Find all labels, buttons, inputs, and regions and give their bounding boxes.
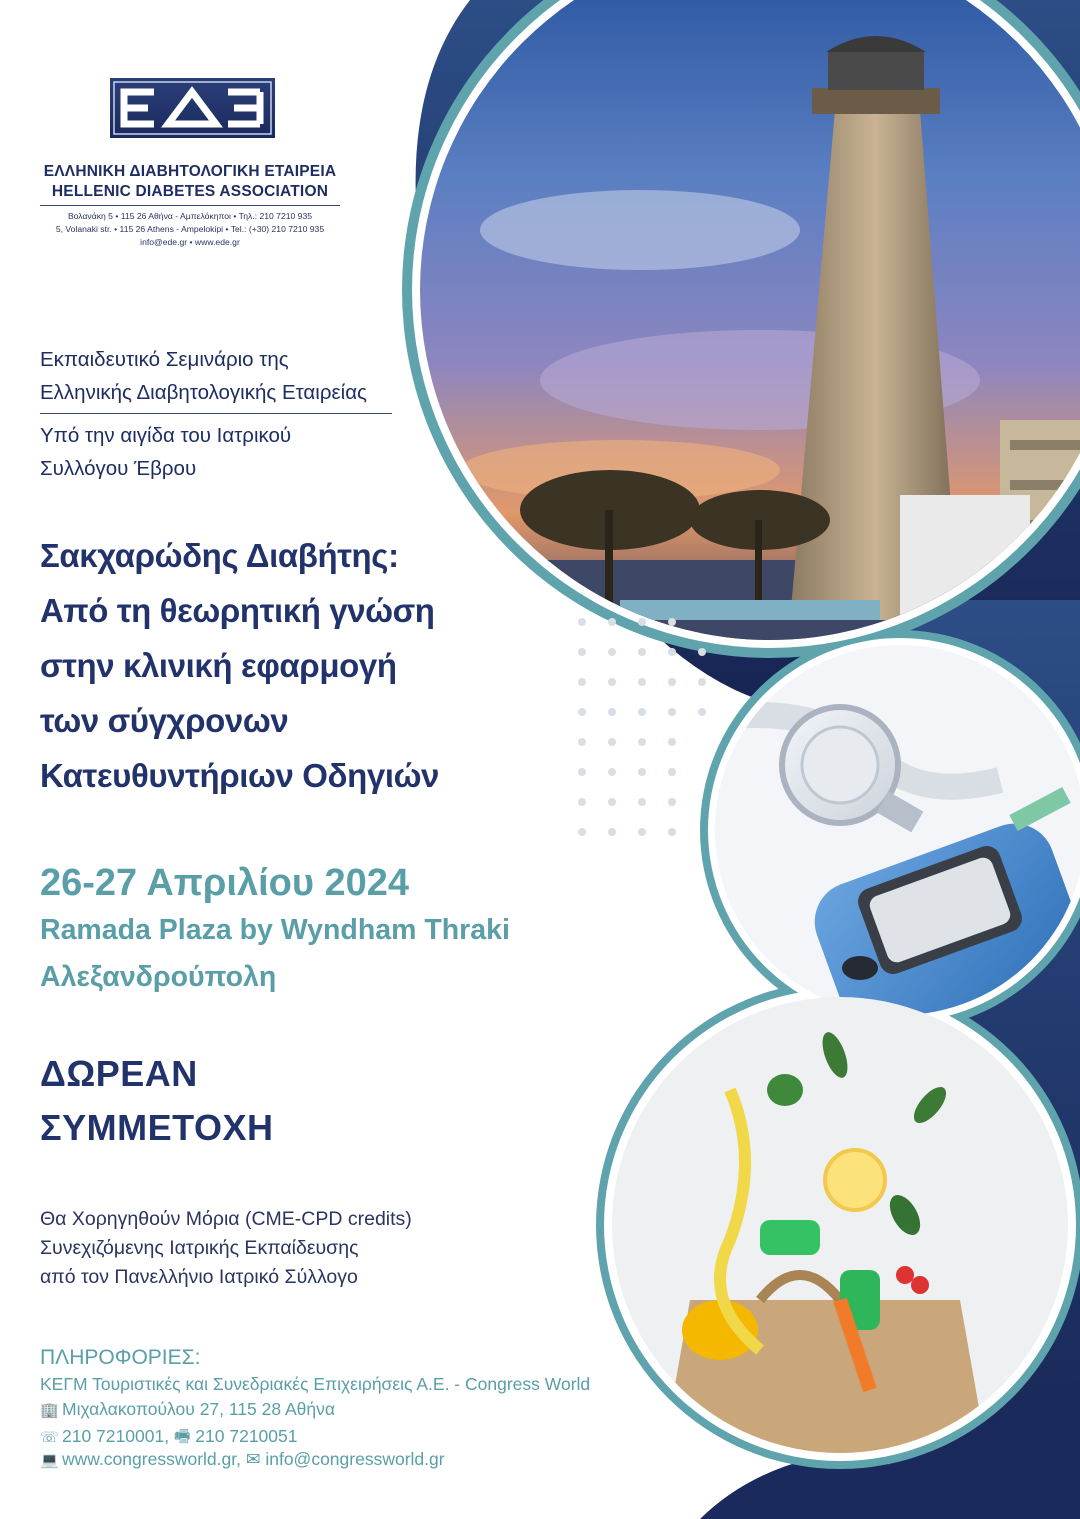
logo-divider xyxy=(40,205,340,206)
cme-line-2: Συνεχιζόμενης Ιατρικής Εκπαίδευσης xyxy=(40,1237,359,1259)
title-line-2: Από τη θεωρητική γνώση xyxy=(40,592,435,629)
lighthouse-photo xyxy=(400,0,1080,660)
free-line-2: ΣΥΜΜΕΤΟΧΗ xyxy=(40,1107,274,1148)
info-web-row xyxy=(40,1449,445,1470)
cme-line-3: από τον Πανελλήνιο Ιατρικό Σύλλογο xyxy=(40,1266,358,1288)
seminar-line-3: Υπό την αιγίδα του Ιατρικού xyxy=(40,424,292,447)
event-venue: Ramada Plaza by Wyndham Thraki xyxy=(40,914,510,946)
seminar-line-1: Εκπαιδευτικό Σεμινάριο της xyxy=(40,348,289,371)
title-line-1: Σακχαρώδης Διαβήτης: xyxy=(40,537,399,574)
phone-icon: ☏ xyxy=(40,1429,59,1446)
ede-logo xyxy=(110,78,275,138)
building-icon: 🏢 xyxy=(40,1402,59,1419)
org-name-greek: ΕΛΛΗΝΙΚΗ ΔΙΑΒΗΤΟΛΟΓΙΚΗ ΕΤΑΙΡΕΙΑ xyxy=(43,163,337,180)
title-line-5: Κατευθυντήριων Οδηγιών xyxy=(40,757,440,794)
info-heading: ΠΛΗΡΟΦΟΡΙΕΣ: xyxy=(40,1346,201,1369)
cme-line-1: Θα Χορηγηθούν Μόρια (CME-CPD credits) xyxy=(40,1208,412,1230)
computer-icon: 💻 xyxy=(40,1452,59,1469)
event-date: 26-27 Απριλίου 2024 xyxy=(40,862,410,904)
title-line-3: στην κλινική εφαρμογή xyxy=(40,647,397,684)
seminar-line-2: Ελληνικής Διαβητολογικής Εταιρείας xyxy=(40,381,367,404)
title-line-4: των σύγχρονων xyxy=(40,702,289,739)
free-line-1: ΔΩΡΕΑΝ xyxy=(40,1053,198,1094)
seminar-divider xyxy=(40,413,392,414)
info-web-email: www.congressworld.gr, ✉ info@congressworld.gr xyxy=(62,1449,445,1469)
org-contact: info@ede.gr • www.ede.gr xyxy=(140,237,240,247)
info-address: Μιχαλακοπούλου 27, 115 28 Αθήνα xyxy=(62,1399,336,1419)
org-name-english: HELLENIC DIABETES ASSOCIATION xyxy=(51,183,329,200)
ede-logo-mark xyxy=(110,78,275,138)
seminar-line-4: Συλλόγου Έβρου xyxy=(40,457,197,480)
info-company: ΚΕΓΜ Τουριστικές και Συνεδριακές Επιχειρήσεις Α.Ε. - Congress World xyxy=(40,1374,591,1394)
info-address-row xyxy=(40,1399,335,1420)
event-city: Αλεξανδρούπολη xyxy=(40,961,277,993)
address-english: 5, Volanaki str. • 115 26 Athens - Ampelokipi • Tel.: (+30) 210 7210 935 xyxy=(55,224,325,234)
info-phone-fax: 210 7210001, 🖷 210 7210051 xyxy=(62,1426,298,1446)
address-greek: Βολανάκη 5 • 115 26 Αθήνα - Αμπελόκηποι • Τηλ.: 210 7210 935 xyxy=(67,211,313,221)
